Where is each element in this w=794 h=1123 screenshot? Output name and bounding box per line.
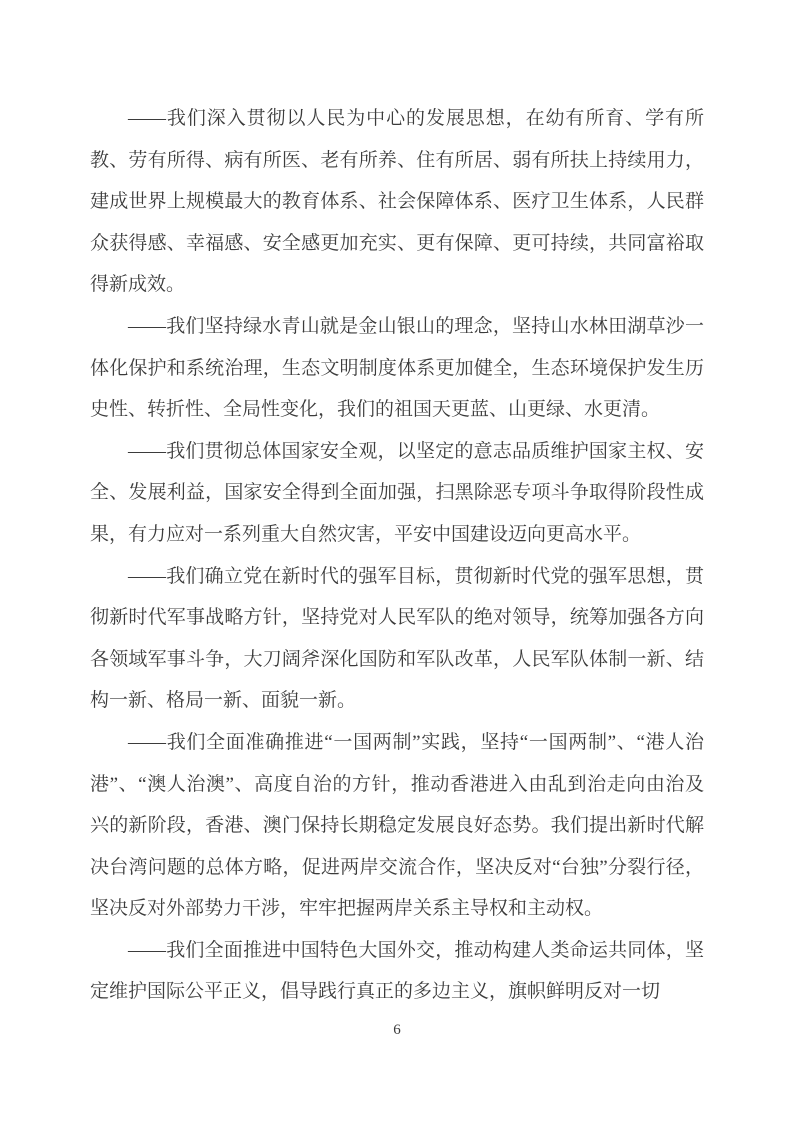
page-number: 6 bbox=[393, 1022, 401, 1038]
paragraph: ——我们确立党在新时代的强军目标，贯彻新时代党的强军思想，贯彻新时代军事战略方针，坚持党对人民军队的绝对领导，统筹加强各方向各领域军事斗争，大刀阔斧深化国防和军队改革，人民军队体制一新、结构一新、格局一新、面貌一新。 bbox=[90, 565, 704, 712]
paragraph: ——我们贯彻总体国家安全观，以坚定的意志品质维护国家主权、安全、发展利益，国家安全得到全面加强，扫黑除恶专项斗争取得阶段性成果，有力应对一系列重大自然灾害，平安中国建设迈向更高水平。 bbox=[90, 440, 704, 545]
paragraph: ——我们深入贯彻以人民为中心的发展思想，在幼有所育、学有所教、劳有所得、病有所医、老有所养、住有所居、弱有所扶上持续用力，建成世界上规模最大的教育体系、社会保障体系、医疗卫生体系，人民群众获得感、幸福感、安全感更加充实、更有保障、更可持续，共同富裕取得新成效。 bbox=[90, 108, 704, 296]
paragraph: ——我们坚持绿水青山就是金山银山的理念，坚持山水林田湖草沙一体化保护和系统治理，生态文明制度体系更加健全，生态环境保护发生历史性、转折性、全局性变化，我们的祖国天更蓝、山更绿、水更清。 bbox=[90, 315, 704, 421]
paragraph: ——我们全面准确推进“一国两制”实践，坚持“一国两制”、“港人治港”、“澳人治澳”、高度自治的方针，推动香港进入由乱到治走向由治及兴的新阶段，香港、澳门保持长期稳定发展良好态势。我们提出新时代解决台湾问题的总体方略，促进两岸交流合作，坚决反对“台独”分裂行径，坚决反对外部势力干涉，牢牢把握两岸关系主导权和主动权。 bbox=[90, 731, 704, 920]
document-body bbox=[90, 98, 704, 1013]
paragraph: ——我们全面推进中国特色大国外交，推动构建人类命运共同体，坚定维护国际公平正义，倡导践行真正的多边主义，旗帜鲜明反对一切 bbox=[90, 939, 704, 1003]
